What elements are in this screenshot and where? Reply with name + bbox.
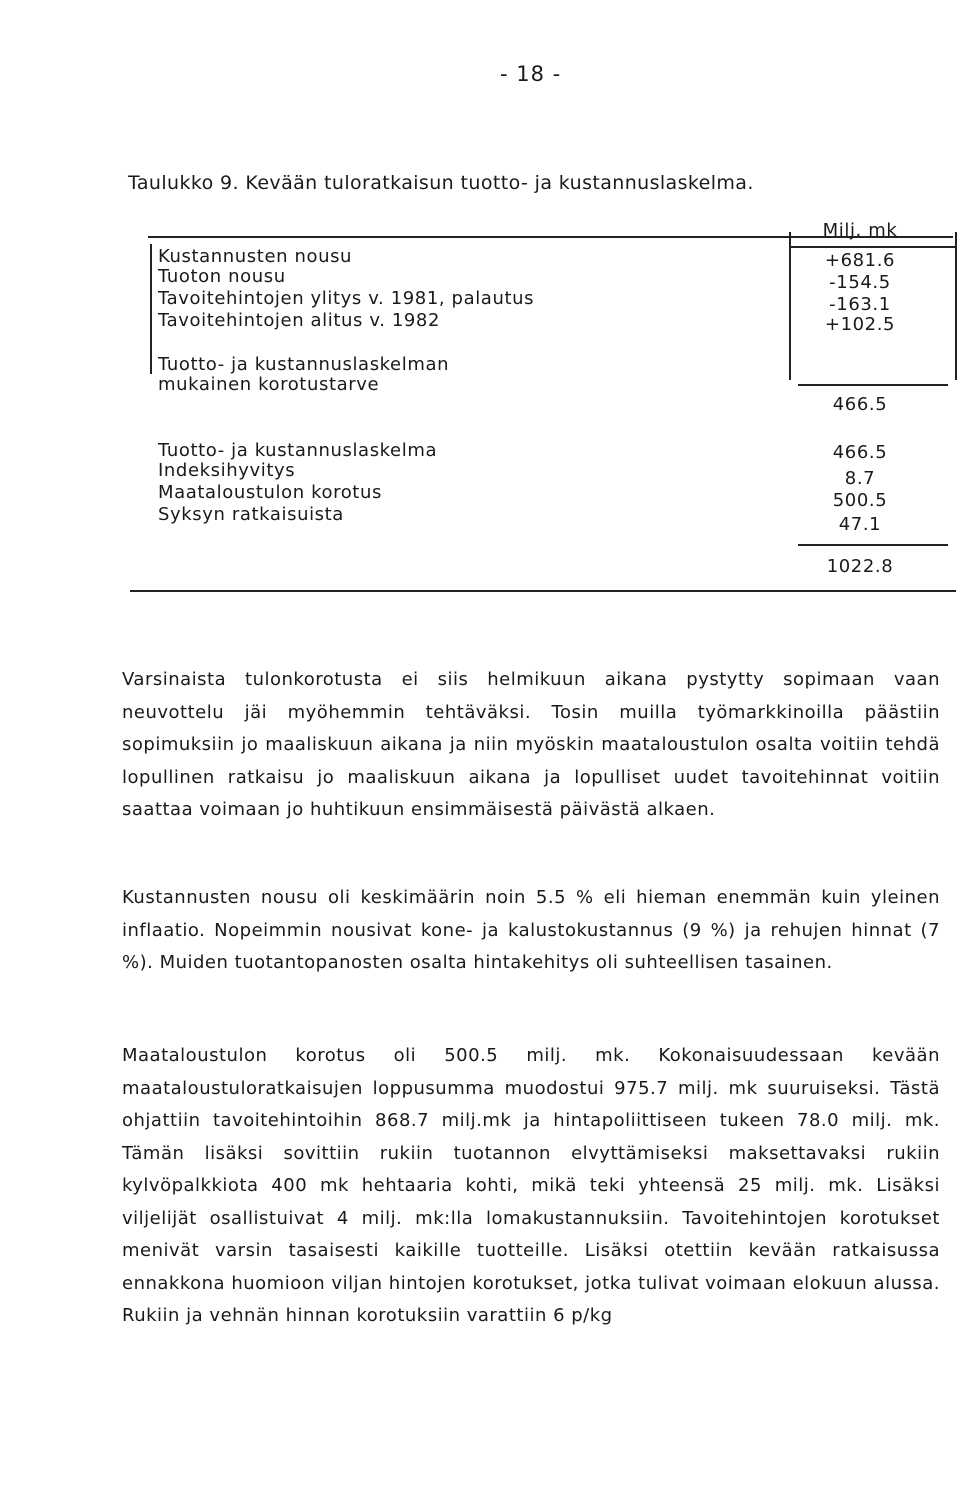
- subtotal-rule-1: [798, 384, 948, 386]
- row-label: Tavoitehintojen alitus v. 1982: [158, 310, 441, 331]
- table-total: 1022.8: [826, 556, 894, 577]
- row-label: Indeksihyvitys: [158, 460, 296, 481]
- row-value: +681.6: [824, 250, 896, 271]
- row-label: Maataloustulon korotus: [158, 482, 382, 503]
- value-column-rule: [789, 232, 791, 380]
- header-underline: [790, 246, 955, 248]
- table-right-rule: [955, 232, 957, 380]
- row-value: 466.5: [832, 394, 888, 415]
- table-bottom-rule: [130, 590, 956, 592]
- row-label: mukainen korotustarve: [158, 374, 380, 395]
- row-value: 466.5: [832, 442, 888, 463]
- table-left-rule: [150, 244, 152, 374]
- row-label: Kustannusten nousu: [158, 246, 353, 267]
- row-value: 8.7: [844, 468, 876, 489]
- paragraph: Kustannusten nousu oli keskimäärin noin 5.5 % eli hieman enemmän kuin yleinen inflaatio. Nopeimmin nousivat kone- ja kalustokustannus (9 %) ja rehujen hinnat (7 %). Muiden tuotantopanosten osalta hintakehitys oli suhteellisen tasainen.: [122, 887, 940, 973]
- row-value: 47.1: [838, 514, 882, 535]
- table-caption: Taulukko 9. Kevään tuloratkaisun tuotto- ja kustannuslaskelma.: [128, 172, 754, 194]
- row-value: -163.1: [829, 294, 891, 315]
- row-value: 500.5: [832, 490, 888, 511]
- row-value: -154.5: [829, 272, 891, 293]
- paragraph: Maataloustulon korotus oli 500.5 milj. mk. Kokonaisuudessaan kevään maataloustuloratkaisujen loppusumma muodostui 975.7 milj. mk suuruiseksi. Tästä ohjattiin tavoitehintoihin 868.7 milj.mk ja hintapoliittiseen tukeen 78.0 milj. mk. Tämän lisäksi sovittiin rukiin tuotannon elvyttämiseksi maksettavaksi rukiin kylvöpalkkiota 400 mk hehtaaria kohti, mikä teki yhteensä 25 milj. mk. Lisäksi viljelijät osallistuivat 4 milj. mk:lla lomakustannuksiin. Tavoitehintojen korotukset menivät varsin tasaisesti kaikille tuotteille. Lisäksi otettiin kevään ratkaisussa ennakkona huomioon viljan hintojen korotukset, jotka tulivat voimaan elokuun alussa. Rukiin ja vehnän hinnan korotuksiin varattiin 6 p/kg: [122, 1045, 940, 1326]
- row-label: Tuotto- ja kustannuslaskelma: [158, 440, 438, 461]
- row-label: Syksyn ratkaisuista: [158, 504, 344, 525]
- unit-header: Milj. mk: [822, 220, 898, 241]
- page-number: - 18 -: [500, 62, 562, 86]
- row-label: Tuoton nousu: [158, 266, 286, 287]
- row-label: Tavoitehintojen ylitys v. 1981, palautus: [158, 288, 535, 309]
- row-value: +102.5: [824, 314, 896, 335]
- paragraph: Varsinaista tulonkorotusta ei siis helmikuun aikana pystytty sopimaan vaan neuvottelu jäi myöhemmin tehtäväksi. Tosin muilla työmarkkinoilla päästiin sopimuksiin jo maaliskuun aikana ja niin myöskin maataloustulon osalta voitiin tehdä lopullinen ratkaisu jo maaliskuun aikana ja lopulliset uudet tavoitehinnat voitiin saattaa voimaan jo huhtikuun ensimmäisestä päivästä alkaen.: [122, 669, 940, 820]
- row-label: Tuotto- ja kustannuslaskelman: [158, 354, 450, 375]
- subtotal-rule-2: [798, 544, 948, 546]
